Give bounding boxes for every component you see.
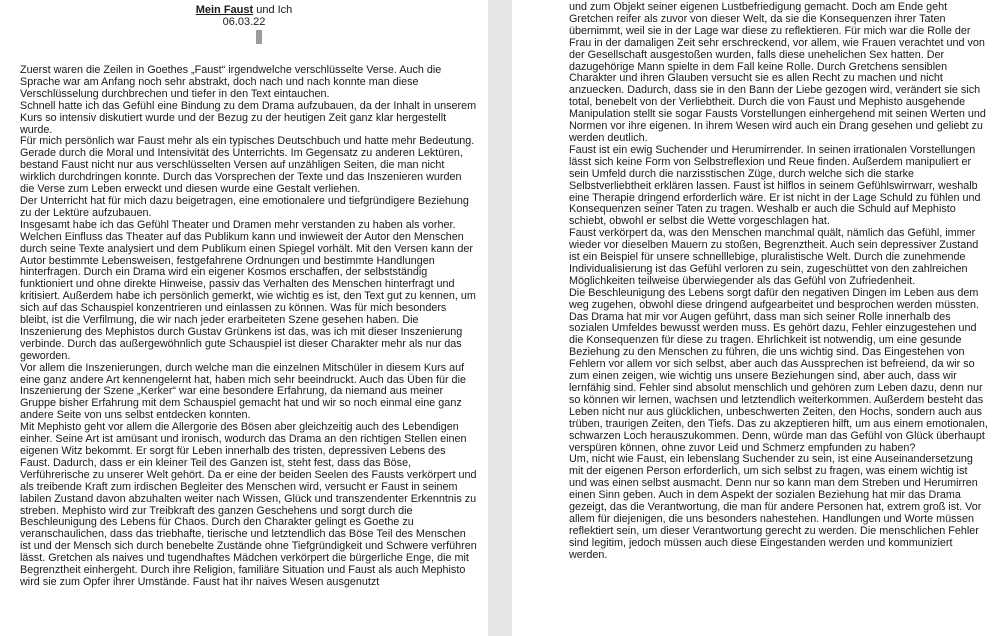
paragraph: Vor allem die Inszenierungen, durch welche man die einzelnen Mitschüler in diesem Kurs auf eine ganz andere Art kennengelernt hat, haben mich sehr beeindruckt. Auch das Üben für die Inszenierung der Szene „Kerker“ war eine besondere Erfahrung, da niemand aus meiner Gruppe bisher Erfahrung mit dem Schauspiel gemacht hat und wir so noch einmal eine ganz andere Seite von uns selbst entdecken konnten. [20,361,466,422]
title-underlined: Mein Faust [195,4,254,16]
paragraph: und zum Objekt seiner eigenen Lustbefriedigung gemacht. Doch am Ende geht Gretchen reifer als zuvor von dieser Welt, da sie die Konsequenzen ihrer Taten übernimmt, weil sie in der Lage war diese zu reflektieren. Für mich war die Rolle der Frau in der damaligen Zeit sehr erschreckend, vor allem, wie Frauen verachtet und von der Gesellschaft ausgestoßen wurden, falls diese unehelichen Sex hatten. Der dazugehörige Mann spielte in dem Fall keine Rolle. Durch Gretchens sensiblen Charakter und ihren Glauben versucht sie es allen Recht zu machen und nicht anzuecken. Dadurch, dass sie in den Bann der Liebe gezogen wird, verändert sie sich total, benebelt von der Verliebtheit. Durch die von Faust und Mephisto ausgehende Manipulation stellt sie sogar Fausts Vorstellungen einhergehend mit seinen Werten und Normen vor ihre eigenen. In ihrem Wesen wird auch ein Drang gesehen und geliebt zu werden deutlich. [569,1,986,144]
document-title [0,4,488,16]
paragraph: Insgesamt habe ich das Gefühl Theater und Dramen mehr verstanden zu haben als vorher. Welchen Einfluss das Theater auf das Publikum kann und inwieweit der Autor den Menschen durch seine Texte analysiert und dem Publikum einen Spiegel vorhält. Mit den Versen kann der Autor bestimmte Lebensweisen, festgefahrene Ordnungen und bestimmte Handlungen hinterfragen. Durch ein Drama wird ein eigener Kosmos erschaffen, der selbstständig funktioniert und ohne direkte Hinweise, passiv das Verhalten des Menschen hinterfragt und kritisiert. Außerdem habe ich persönlich gemerkt, wie wichtig es ist, den Text gut zu kennen, um sich auf das Schauspiel konzentrieren und einlassen zu können. Was für mich besonders bleibt, ist die Verfilmung, die wir nach jeder erarbeiteten Szene gesehen haben. Die Inszenierung des Mephistos durch Gustav Grünkens ist das, was ich mit dieser Inszenierung verbinde. Durch das außergewöhnlich gute Schauspiel ist dieser Charakter mehr als nur das geworden. [20,218,476,362]
paragraph: Das Drama hat mir vor Augen geführt, dass man sich seiner Rolle innerhalb des sozialen Umfeldes bewusst werden muss. Es gehört dazu, Fehler einzugestehen und die Konsequenzen für diese zu tragen. Ehrlichkeit ist notwendig, um eine gesunde Beziehung zu den Menschen zu führen, die uns wichtig sind. Das Eingestehen von Fehlern vor allem vor sich selbst, aber auch das Aussprechen ist befreiend, da wir so zum einen zeigen, wie wichtig uns unsere Beziehungen sind, aber auch, dass wir lernfähig sind. Fehler sind absolut menschlich und gehören zum Leben dazu, denn nur so können wir lernen, wachsen und letztendlich weiterkommen. Außerdem besteht das Leben nicht nur aus glücklichen, unbeschwerten Zeiten, den Hochs, sondern auch aus trüben, traurigen Zeiten, den Tiefs. Das zu akzeptieren hilft, um aus einem emotionalen, schwarzen Loch herauszukommen. Denn, würde man das Gefühl von Glück überhaupt verspüren können, ohne zuvor Leid und Schmerz empfunden zu haben? [569,310,988,454]
paragraph: Zuerst waren die Zeilen in Goethes „Faust“ irgendwelche verschlüsselte Verse. Auch die Sprache war am Anfang noch sehr abstrakt, doch nach und nach konnte man diese Verschlüsselung durchbrechen und tiefer in den Text eintauchen. [20,64,442,100]
document-date: 06.03.22 [222,16,266,28]
document-page-right[interactable] [512,0,1000,636]
text-cursor [256,30,262,44]
paragraph: Die Beschleunigung des Lebens sorgt dafür den negativen Dingen im Leben aus dem weg zugehen, obwohl diese dringend aufgearbeitet und besprochen werden müssten. [569,286,979,311]
document-page-left[interactable] [0,0,488,636]
paragraph: Um, nicht wie Faust, ein lebenslang Suchender zu sein, ist eine Auseinandersetzung mit der eigenen Person erforderlich, um sich selbst zu fragen, was einem wichtig ist und was einen selbst ausmacht. Denn nur so kann man dem Streben und Herumirren einen Sinn geben. Auch in dem Aspekt der sozialen Beziehung hat mir das Drama gezeigt, das die Verantwortung, die man für andere Personen hat, extrem groß ist. Vor allem für diejenigen, die uns besonders nahestehen. Handlungen und Worte müssen reflektiert sein, um dieser Verantwortung gerecht zu werden. Die menschlichen Fehler sind legitim, jedoch müssen auch diese Eingestanden werden und kommuniziert werden. [569,453,982,561]
paragraph: Für mich persönlich war Faust mehr als ein typisches Deutschbuch und hatte mehr Bedeutung. Gerade durch die Moral und Intensivität des Unterrichts. Im Gegensatz zu anderen Lektüren, bestand Faust nicht nur aus verschlüsselten Versen auf unzähligen Seiten, die man nicht wirklich durchdringen konnte. Durch das Vorsprechen der Texte und das Inszenieren wurden die Verse zum Leben erweckt und diesen wurde eine Gestalt verliehen. [20,135,475,196]
paragraph: Mit Mephisto geht vor allem die Allergorie des Bösen aber gleichzeitig auch des Lebendigen einher. Seine Art ist amüsant und ironisch, wodurch das Drama an den richtigen Stellen einen eigenen Witz bekommt. Er sorgt für Leben innerhalb des tristen, depressiven Lebens des Faust. Dadurch, dass er ein kleiner Teil des Ganzen ist, steht fest, dass das Böse, Verführerische zu unserer Welt gehört. Da er eine der beiden Seelen des Fausts verkörpert und als treibende Kraft zum irdischen Begleiter des Menschen wird, versucht er Faust in seinem labilen Zustand davon abzuhalten weiter nach Wissen, Glück und transzendenter Erkenntnis zu streben. Mephisto wird zur Treibkraft des ganzen Geschehens und sorgt durch die Beschleunigung des Lebens für Chaos. Durch den Charakter gelingt es Goethe zu veranschaulichen, dass das triebhafte, tierische und letztendlich das Böse Teil des Menschen ist und der Mensch sich durch benebelte Zustände ohne Tiefgründigkeit und Schwere verführen lässt. Gretchen als naives und tugendhaftes Mädchen verkörpert die bürgerliche Enge, die mit Begrenztheit einhergeht. Durch ihre Religion, familiäre Situation und Faust als auch Mephisto wird sie zum Opfer ihrer Umstände. Faust hat ihr naives Wesen ausgenutzt [20,421,477,588]
paragraph: Faust ist ein ewig Suchender und Herumirrender. In seinen irrationalen Vorstellungen lässt sich keine Form von Selbstreflexion und Reue finden. Außerdem manipuliert er sein Umfeld durch die narzisstischen Züge, durch welche sich die starke Selbstverliebtheit erklären lassen. Faust ist hilflos in seinem Gefühlswirrwarr, weshalb eine Therapie dringend erforderlich wäre. Er ist nicht in der Lage Schuld zu fühlen und Konsequenzen seiner Taten zu tragen. Weshalb er auch die Schuld auf Mephisto schiebt, obwohl er selbst die Wette vorgeschlagen hat. [569,143,981,228]
paragraph: Faust verkörpert da, was den Menschen manchmal quält, nämlich das Gefühl, immer wieder vor dieselben Mauern zu stoßen, Begrenztheit. Auch sein depressiver Zustand ist ein Beispiel für unsere schnelllebige, pluralistische Welt. Durch die zunehmende Individualisierung ist das Gefühl verloren zu sein, zugeschüttet von den zahlreichen Möglichkeiten teilweise überwiegender als das Gefühl von Zufriedenheit. [569,227,979,287]
left-page-body[interactable] [20,65,478,589]
right-page-body[interactable] [569,2,988,562]
paragraph: Der Unterricht hat für mich dazu beigetragen, eine emotionalere und tiefgründigere Beziehung zu der Lektüre aufzubauen. [20,194,469,219]
paragraph: Schnell hatte ich das Gefühl eine Bindung zu dem Drama aufzubauen, da der Inhalt in unserem Kurs so intensiv diskutiert wurde und der Bezug zu der heutigen Zeit ganz klar hergestellt wurde. [20,99,477,136]
title-rest: und Ich [253,4,293,16]
